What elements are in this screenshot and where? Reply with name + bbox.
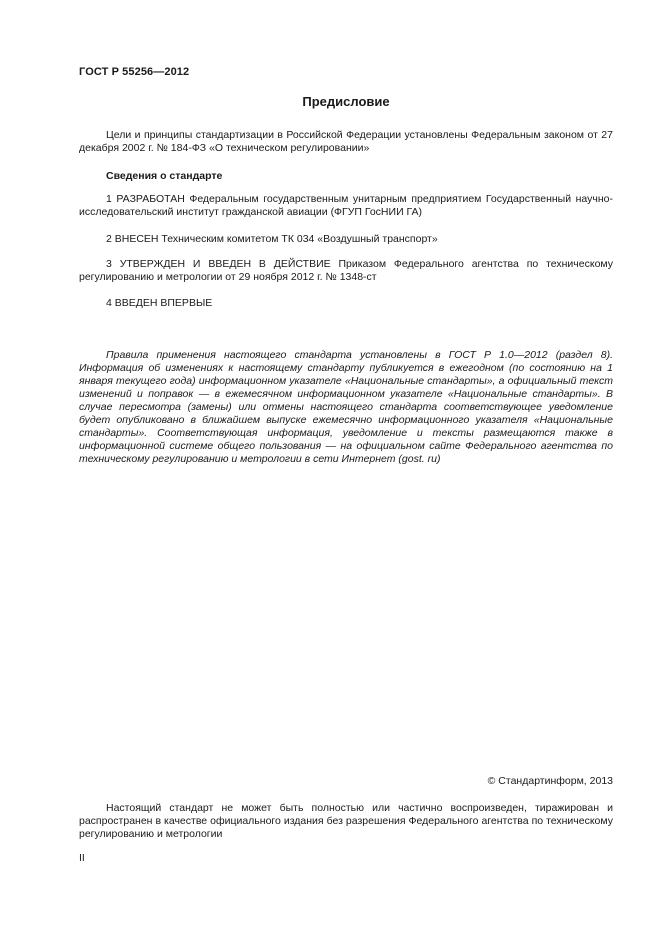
reproduction-notice: Настоящий стандарт не может быть полностью или частично воспроизведен, тиражирован и распространен в качестве официального издания без разрешения Федерального агентства по техническому регулированию и метрологии (79, 802, 613, 840)
application-notice: Правила применения настоящего стандарта установлены в ГОСТ Р 1.0—2012 (раздел 8). Информация об изменениях к настоящему стандарту публикуется в ежегодном (по состоянию на 1 января текущего года) информационном указателе «Национальные стандарты», а официальный текст изменений и поправок — в ежемесячном информационном указателе «Национальные стандарты». В случае пересмотра (замены) или отмены настоящего стандарта соответствующее уведомление будет опубликовано в ближайшем выпуске ежемесячно информационного указателя «Национальные стандарты». Соответствующая информация, уведомление и тексты размещаются также в информационной системе общего пользования — на официальном сайте Федерального агентства по техническому регулированию и метрологии в сети Интернет (gost. ru) (79, 349, 613, 465)
info-item-developed: 1 РАЗРАБОТАН Федеральным государственным унитарным предприятием Государственный научно-исследовательский институт гражданской авиации (ФГУП ГосНИИ ГА) (79, 193, 613, 218)
copyright-notice: © Стандартинформ, 2013 (487, 775, 613, 787)
info-item-approved: 3 УТВЕРЖДЕН И ВВЕДЕН В ДЕЙСТВИЕ Приказом Федерального агентства по техническому регулированию и метрологии от 29 ноября 2012 г. № 1348-ст (79, 258, 613, 283)
page-title: Предисловие (302, 94, 390, 109)
intro-paragraph: Цели и принципы стандартизации в Российской Федерации установлены Федеральным законом от 27 декабря 2002 г. № 184-ФЗ «О техническом регулировании» (79, 129, 613, 154)
document-id-header: ГОСТ Р 55256—2012 (79, 66, 190, 78)
page-number: II (79, 852, 85, 864)
info-item-first-introduced: 4 ВВЕДЕН ВПЕРВЫЕ (106, 297, 213, 309)
info-item-introduced: 2 ВНЕСЕН Техническим комитетом ТК 034 «Воздушный транспорт» (106, 233, 438, 245)
info-heading: Сведения о стандарте (106, 170, 223, 182)
